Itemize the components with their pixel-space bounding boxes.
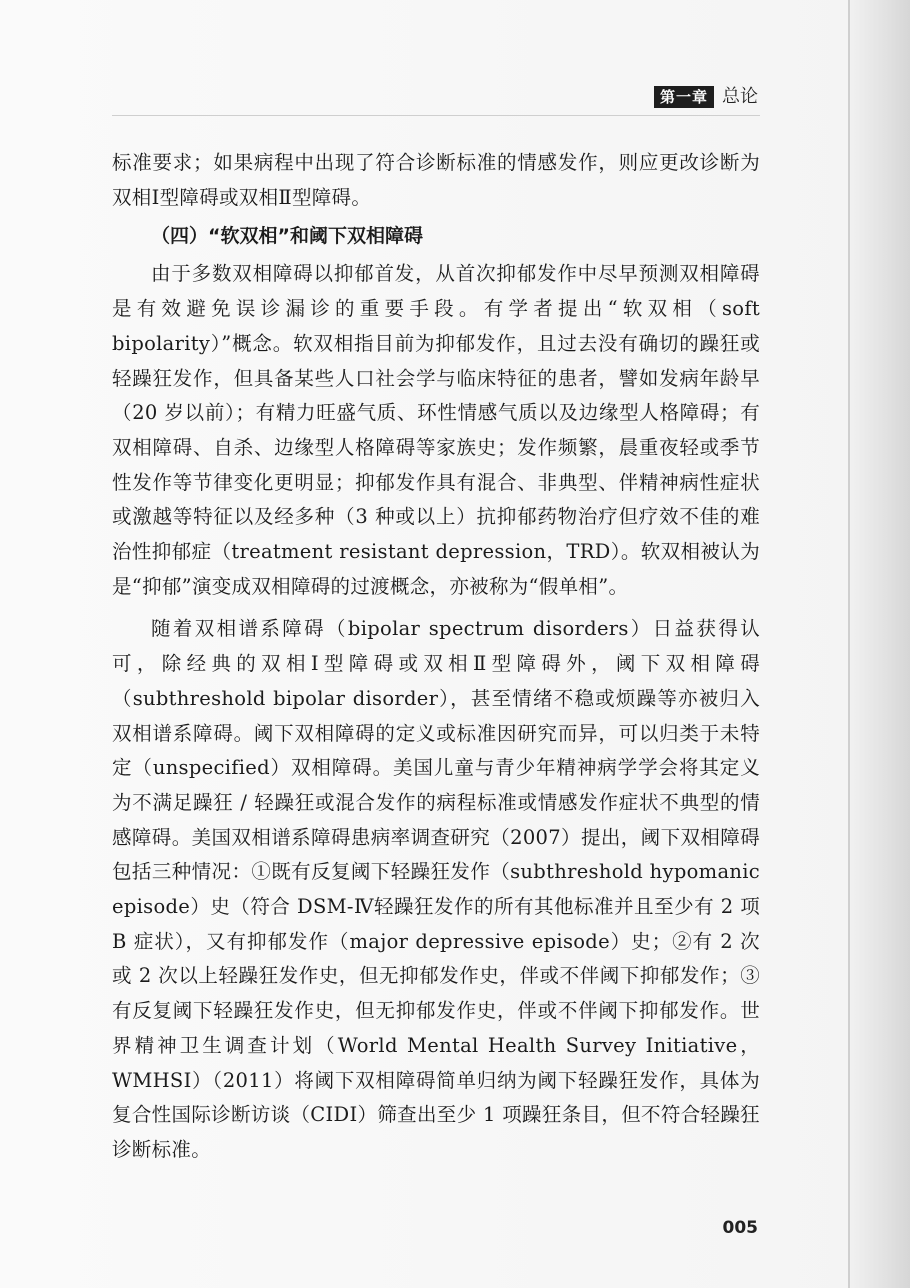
paragraph-continued: 标准要求；如果病程中出现了符合诊断标准的情感发作，则应更改诊断为双相Ⅰ型障碍或双相Ⅱ型障碍。 xyxy=(112,151,760,209)
page-edge-shadow xyxy=(848,0,910,1288)
page-number: 005 xyxy=(722,1218,758,1238)
header-divider xyxy=(112,115,760,116)
paragraph-subthreshold-bipolar: 随着双相谱系障碍（bipolar spectrum disorders）日益获得认可，除经典的双相Ⅰ型障碍或双相Ⅱ型障碍外，阈下双相障碍（subthreshold bipolar disorder），甚至情绪不稳或烦躁等亦被归入双相谱系障碍。阈下双相障碍的定义或标准因研究而异，可以归类于未特定（unspecified）双相障碍。美国儿童与青少年精神病学学会将其定义为不满足躁狂 / 轻躁狂或混合发作的病程标准或情感发作症状不典型的情感障碍。美国双相谱系障碍患病率调查研究（2007）提出，阈下双相障碍包括三种情况：①既有反复阈下轻躁狂发作（subthreshold hypomanic episode）史（符合 DSM-Ⅳ轻躁狂发作的所有其他标准并且至少有 2 项 B 症状），又有抑郁发作（major depressive episode）史；②有 2 次或 2 次以上轻躁狂发作史，但无抑郁发作史，伴或不伴阈下抑郁发作；③有反复阈下轻躁狂发作史，但无抑郁发作史，伴或不伴阈下抑郁发作。世界精神卫生调查计划（World Mental Health Survey Initiative，WMHSI）（2011）将阈下双相障碍简单归纳为阈下轻躁狂发作，具体为复合性国际诊断访谈（CIDI）筛查出至少 1 项躁狂条目，但不符合轻躁狂诊断标准。 xyxy=(112,617,760,1161)
paragraph-soft-bipolarity: 由于多数双相障碍以抑郁首发，从首次抑郁发作中尽早预测双相障碍是有效避免误诊漏诊的重要手段。有学者提出“软双相（soft bipolarity）”概念。软双相指目前为抑郁发作，且过去没有确切的躁狂或轻躁狂发作，但具备某些人口社会学与临床特征的患者，譬如发病年龄早（20 岁以前）；有精力旺盛气质、环性情感气质以及边缘型人格障碍；有双相障碍、自杀、边缘型人格障碍等家族史；发作频繁，晨重夜轻或季节性发作等节律变化更明显；抑郁发作具有混合、非典型、伴精神病性症状或激越等特征以及经多种（3 种或以上）抗抑郁药物治疗但疗效不佳的难治性抑郁症（treatment resistant depression，TRD）。软双相被认为是“抑郁”演变成双相障碍的过渡概念，亦被称为“假单相”。 xyxy=(112,262,760,598)
chapter-tag: 第一章 xyxy=(654,86,714,108)
page-body xyxy=(112,146,760,1168)
chapter-name: 总论 xyxy=(722,86,758,107)
running-header xyxy=(654,86,758,108)
section-heading: （四）“软双相”和阈下双相障碍 xyxy=(151,225,423,248)
